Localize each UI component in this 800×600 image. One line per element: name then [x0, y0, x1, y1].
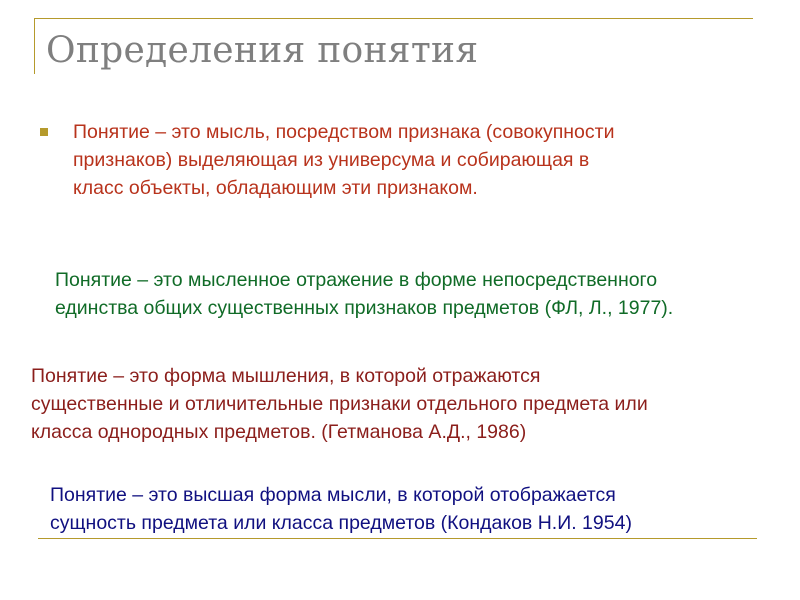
definition-line: Понятие – это высшая форма мысли, в которой отображается	[50, 484, 616, 506]
definition-line: класса однородных предметов. (Гетманова А.Д., 1986)	[31, 421, 527, 443]
top-rule	[34, 18, 753, 19]
bottom-rule	[38, 538, 757, 539]
definition-line: сущность предмета или класса предметов (Кондаков Н.И. 1954)	[50, 512, 632, 534]
slide-title: Определения понятия	[46, 30, 479, 71]
definition-philosophical-lexicon	[55, 266, 775, 322]
bullet-line: класс объекты, обладающим эти признаком.	[73, 177, 478, 199]
square-bullet-icon	[40, 128, 48, 136]
bullet-line: Понятие – это мысль, посредством признака (совокупности	[73, 121, 615, 143]
definition-kondakov	[50, 481, 750, 537]
bullet-text	[73, 118, 753, 202]
definition-line: существенные и отличительные признаки отдельного предмета или	[31, 393, 648, 415]
definition-line: Понятие – это форма мышления, в которой отражаются	[31, 365, 541, 387]
left-rule	[34, 18, 35, 74]
definition-line: единства общих существенных признаков предметов (ФЛ, Л., 1977).	[55, 297, 674, 319]
definition-getmanova	[31, 362, 751, 446]
definition-line: Понятие – это мысленное отражение в форме непосредственного	[55, 269, 658, 291]
bullet-line: признаков) выделяющая из универсума и собирающая в	[73, 149, 590, 171]
